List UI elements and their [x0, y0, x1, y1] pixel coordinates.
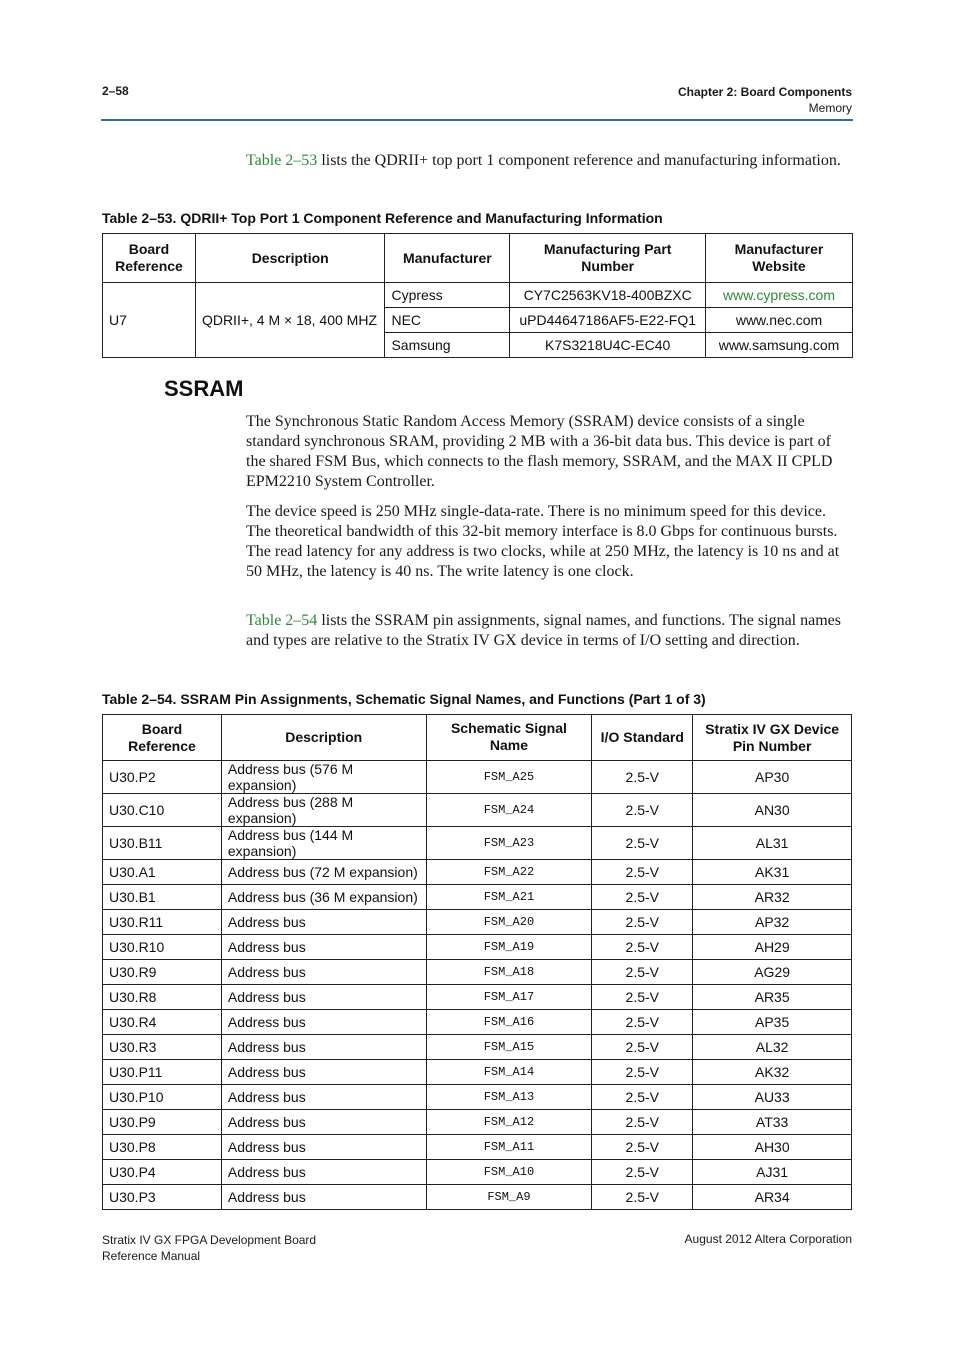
io-standard-cell: 2.5-V	[592, 1035, 693, 1060]
website-link[interactable]: www.cypress.com	[706, 283, 853, 308]
table-2-54	[102, 714, 852, 1210]
pin-number-cell: AH29	[693, 935, 852, 960]
pin-number-cell: AP30	[693, 761, 852, 794]
table-row	[103, 1135, 852, 1160]
io-standard-cell: 2.5-V	[592, 1185, 693, 1210]
page-number: 2–58	[102, 84, 129, 98]
th-description: Description	[221, 715, 426, 761]
signal-name-cell: FSM_A12	[426, 1110, 592, 1135]
signal-name-cell: FSM_A19	[426, 935, 592, 960]
description-cell: Address bus	[221, 910, 426, 935]
manufacturer-cell: Samsung	[385, 333, 510, 358]
table-row	[103, 1110, 852, 1135]
description-cell: QDRII+, 4 M × 18, 400 MHZ	[195, 283, 385, 358]
table-row	[103, 860, 852, 885]
chapter-title: Chapter 2: Board Components	[677, 85, 852, 99]
board-reference-cell: U30.R3	[103, 1035, 222, 1060]
board-reference-cell: U30.R8	[103, 985, 222, 1010]
pin-number-cell: AN30	[693, 794, 852, 827]
ssram-paragraph-1: The Synchronous Static Random Access Memory (SSRAM) device consists of a single standard synchronous SRAM, providing 2 MB with a 36-bit data bus. This device is part of the shared FSM Bus, which connects to the flash memory, SSRAM, and the MAX II CPLD EPM2210 System Controller.	[246, 413, 833, 490]
table-header-row	[103, 715, 852, 761]
io-standard-cell: 2.5-V	[592, 794, 693, 827]
table-2-53-caption: Table 2–53. QDRII+ Top Port 1 Component Reference and Manufacturing Information	[102, 210, 663, 226]
table-row	[103, 1185, 852, 1210]
intro-paragraph	[246, 151, 852, 171]
description-cell: Address bus	[221, 1110, 426, 1135]
table-2-54-link[interactable]: Table 2–54	[246, 612, 318, 629]
table-row	[103, 910, 852, 935]
description-cell: Address bus	[221, 1010, 426, 1035]
description-cell: Address bus (36 M expansion)	[221, 885, 426, 910]
signal-name-cell: FSM_A22	[426, 860, 592, 885]
signal-name-cell: FSM_A13	[426, 1085, 592, 1110]
pin-number-cell: AP32	[693, 910, 852, 935]
website-cell: www.nec.com	[706, 308, 853, 333]
io-standard-cell: 2.5-V	[592, 885, 693, 910]
signal-name-cell: FSM_A17	[426, 985, 592, 1010]
board-reference-cell: U30.B11	[103, 827, 222, 860]
intro-text: lists the QDRII+ top port 1 component reference and manufacturing information.	[317, 152, 841, 169]
table-header-row	[103, 234, 853, 283]
signal-name-cell: FSM_A18	[426, 960, 592, 985]
description-cell: Address bus	[221, 1160, 426, 1185]
description-cell: Address bus	[221, 960, 426, 985]
table-row	[103, 1085, 852, 1110]
io-standard-cell: 2.5-V	[592, 1010, 693, 1035]
description-cell: Address bus	[221, 1060, 426, 1085]
pin-number-cell: AR32	[693, 885, 852, 910]
board-reference-cell: U30.C10	[103, 794, 222, 827]
th-manufacturer: Manufacturer	[385, 234, 510, 283]
ssram-paragraph-2: The device speed is 250 MHz single-data-rate. There is no minimum speed for this device. The theoretical bandwidth of this 32-bit memory interface is 8.0 Gbps for continuous bursts. The read latency for any address is two clocks, while at 250 MHz, the latency is 10 ns and at 50 MHz, the latency is 40 ns. The write latency is one clock.	[246, 503, 840, 580]
io-standard-cell: 2.5-V	[592, 960, 693, 985]
io-standard-cell: 2.5-V	[592, 1135, 693, 1160]
paragraph-text: lists the SSRAM pin assignments, signal names, and functions. The signal names and types are relative to the Stratix IV GX device in terms of I/O setting and direction.	[246, 612, 841, 649]
table-row	[103, 1060, 852, 1085]
ssram-paragraph-3	[246, 611, 852, 651]
pin-number-cell: AT33	[693, 1110, 852, 1135]
description-cell: Address bus	[221, 1085, 426, 1110]
signal-name-cell: FSM_A14	[426, 1060, 592, 1085]
io-standard-cell: 2.5-V	[592, 761, 693, 794]
board-reference-cell: U30.R11	[103, 910, 222, 935]
manufacturer-cell: NEC	[385, 308, 510, 333]
signal-name-cell: FSM_A11	[426, 1135, 592, 1160]
description-cell: Address bus (72 M expansion)	[221, 860, 426, 885]
pin-number-cell: AL31	[693, 827, 852, 860]
pin-number-cell: AJ31	[693, 1160, 852, 1185]
manufacturer-cell: Cypress	[385, 283, 510, 308]
section-title: Memory	[808, 101, 852, 115]
th-pin-number: Stratix IV GX Device Pin Number	[693, 715, 852, 761]
io-standard-cell: 2.5-V	[592, 860, 693, 885]
pin-number-cell: AR34	[693, 1185, 852, 1210]
board-reference-cell: U30.P10	[103, 1085, 222, 1110]
table-row	[103, 827, 852, 860]
part-number-cell: CY7C2563KV18-400BZXC	[510, 283, 706, 308]
board-reference-cell: U30.R9	[103, 960, 222, 985]
board-reference-cell: U30.P4	[103, 1160, 222, 1185]
description-cell: Address bus	[221, 1035, 426, 1060]
io-standard-cell: 2.5-V	[592, 1160, 693, 1185]
th-website: Manufacturer Website	[706, 234, 853, 283]
table-row	[103, 985, 852, 1010]
board-reference-cell: U30.P9	[103, 1110, 222, 1135]
io-standard-cell: 2.5-V	[592, 910, 693, 935]
board-reference-cell: U30.A1	[103, 860, 222, 885]
table-row	[103, 1035, 852, 1060]
table-row	[103, 935, 852, 960]
th-io-standard: I/O Standard	[592, 715, 693, 761]
part-number-cell: uPD44647186AF5-E22-FQ1	[510, 308, 706, 333]
section-heading: SSRAM	[164, 376, 244, 401]
description-cell: Address bus	[221, 1185, 426, 1210]
pin-number-cell: AK32	[693, 1060, 852, 1085]
board-reference-cell: U30.B1	[103, 885, 222, 910]
description-cell: Address bus (144 M expansion)	[221, 827, 426, 860]
board-reference-cell: U30.P11	[103, 1060, 222, 1085]
pin-number-cell: AU33	[693, 1085, 852, 1110]
footer-title	[102, 1232, 316, 1264]
part-number-cell: K7S3218U4C-EC40	[510, 333, 706, 358]
table-row	[103, 885, 852, 910]
signal-name-cell: FSM_A25	[426, 761, 592, 794]
table-body	[103, 761, 852, 1210]
table-row	[103, 794, 852, 827]
pin-number-cell: AH30	[693, 1135, 852, 1160]
th-board-reference: Board Reference	[103, 234, 196, 283]
board-reference-cell: U30.P3	[103, 1185, 222, 1210]
io-standard-cell: 2.5-V	[592, 1110, 693, 1135]
table-row	[103, 1160, 852, 1185]
table-row	[103, 1010, 852, 1035]
th-signal-name: Schematic Signal Name	[426, 715, 592, 761]
header-rule	[101, 119, 853, 121]
pin-number-cell: AG29	[693, 960, 852, 985]
signal-name-cell: FSM_A20	[426, 910, 592, 935]
table-row	[103, 283, 853, 308]
io-standard-cell: 2.5-V	[592, 935, 693, 960]
footer-line-2: Reference Manual	[102, 1249, 201, 1263]
table-2-54-caption: Table 2–54. SSRAM Pin Assignments, Schematic Signal Names, and Functions (Part 1 of 3)	[102, 691, 706, 707]
running-header	[678, 84, 852, 116]
footer-line-1: Stratix IV GX FPGA Development Board	[102, 1233, 317, 1247]
signal-name-cell: FSM_A16	[426, 1010, 592, 1035]
io-standard-cell: 2.5-V	[592, 1060, 693, 1085]
table-2-53	[102, 233, 853, 358]
pin-number-cell: AP35	[693, 1010, 852, 1035]
signal-name-cell: FSM_A10	[426, 1160, 592, 1185]
pin-number-cell: AK31	[693, 860, 852, 885]
io-standard-cell: 2.5-V	[592, 1085, 693, 1110]
description-cell: Address bus (576 M expansion)	[221, 761, 426, 794]
table-row	[103, 960, 852, 985]
th-board-reference: Board Reference	[103, 715, 222, 761]
board-reference-cell: U30.R10	[103, 935, 222, 960]
signal-name-cell: FSM_A9	[426, 1185, 592, 1210]
board-reference-cell: U30.R4	[103, 1010, 222, 1035]
signal-name-cell: FSM_A15	[426, 1035, 592, 1060]
signal-name-cell: FSM_A23	[426, 827, 592, 860]
table-2-53-link[interactable]: Table 2–53	[246, 152, 318, 169]
th-description: Description	[195, 234, 385, 283]
footer-date-company: August 2012 Altera Corporation	[684, 1232, 852, 1246]
signal-name-cell: FSM_A21	[426, 885, 592, 910]
io-standard-cell: 2.5-V	[592, 985, 693, 1010]
description-cell: Address bus (288 M expansion)	[221, 794, 426, 827]
board-reference-cell: U7	[103, 283, 196, 358]
io-standard-cell: 2.5-V	[592, 827, 693, 860]
table-row	[103, 761, 852, 794]
signal-name-cell: FSM_A24	[426, 794, 592, 827]
description-cell: Address bus	[221, 935, 426, 960]
board-reference-cell: U30.P8	[103, 1135, 222, 1160]
description-cell: Address bus	[221, 985, 426, 1010]
th-part-number: Manufacturing Part Number	[510, 234, 706, 283]
board-reference-cell: U30.P2	[103, 761, 222, 794]
website-cell: www.samsung.com	[706, 333, 853, 358]
pin-number-cell: AR35	[693, 985, 852, 1010]
description-cell: Address bus	[221, 1135, 426, 1160]
pin-number-cell: AL32	[693, 1035, 852, 1060]
